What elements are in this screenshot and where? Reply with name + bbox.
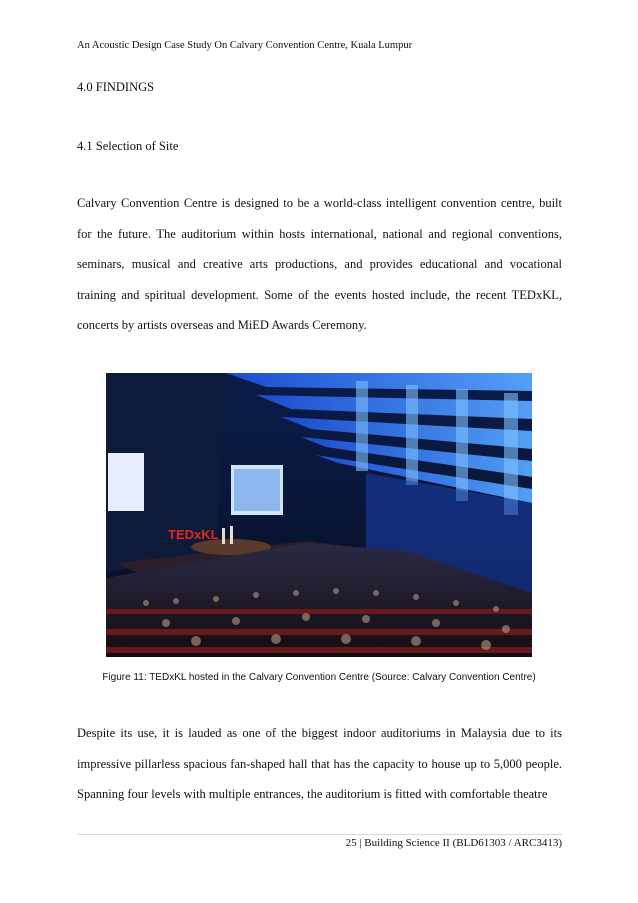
- section-heading: 4.0 FINDINGS: [77, 80, 155, 94]
- footer-divider: [77, 834, 563, 835]
- subsection-heading: 4.1 Selection of Site: [77, 139, 179, 153]
- page-footer: 25 | Building Science II (BLD61303 / ARC3413): [345, 837, 562, 849]
- paragraph-intro: Calvary Convention Centre is designed to be a world-class intelligent convention centre, built for the future. The auditorium within hosts international, national and regional conventions, seminars, musical and creative arts productions, and provides educational and vocational training and spiritual development. Some of the events hosted include, the recent TEDxKL, concerts by artists overseas and MiED Awards Ceremony.: [77, 196, 562, 332]
- figure-caption: Figure 11: TEDxKL hosted in the Calvary Convention Centre (Source: Calvary Convention Centre): [102, 672, 536, 683]
- stage-sign: TEDxKL: [168, 527, 219, 542]
- paragraph-capacity: Despite its use, it is lauded as one of the biggest indoor auditoriums in Malaysia due to its impressive pillarless spacious fan-shaped hall that has the capacity to house up to 5,000 people. Spanning four levels with multiple entrances, the auditorium is fitted with comfortable theatre: [77, 726, 562, 801]
- running-header: An Acoustic Design Case Study On Calvary Convention Centre, Kuala Lumpur: [77, 40, 413, 51]
- auditorium-photo: [106, 373, 532, 657]
